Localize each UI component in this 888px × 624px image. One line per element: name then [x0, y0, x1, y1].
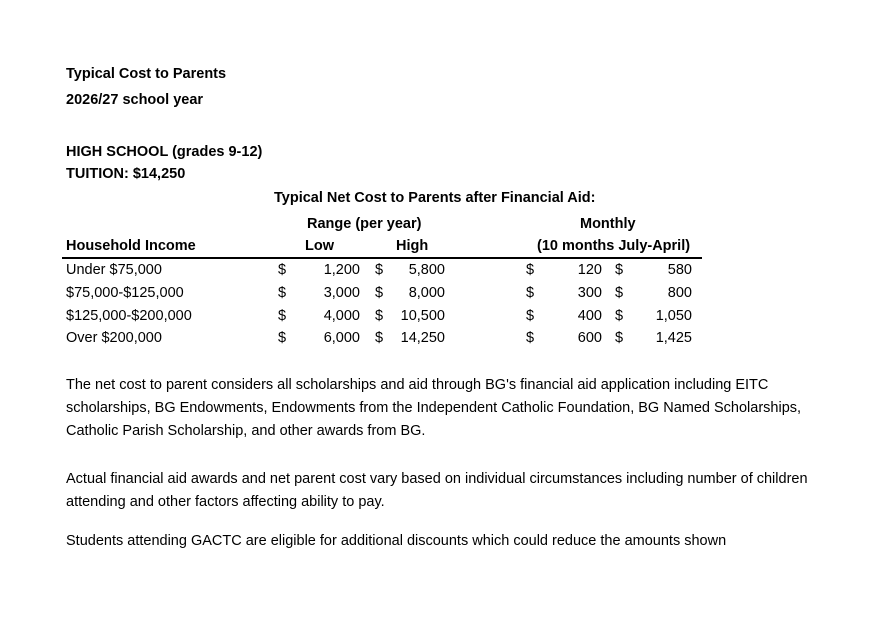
monthly-high-cell: 1,425: [655, 330, 692, 346]
income-cell: $75,000-$125,000: [66, 285, 184, 301]
monthly-header: Monthly: [580, 216, 636, 232]
monthly-low-cell: 300: [577, 285, 602, 301]
monthly-high-cell: 580: [667, 262, 692, 278]
high-cell: 14,250: [400, 330, 445, 346]
high-header: High: [396, 238, 429, 254]
section-heading: HIGH SCHOOL (grades 9-12): [66, 144, 263, 160]
school-year: 2026/27 school year: [66, 92, 204, 108]
income-cell: Over $200,000: [66, 330, 162, 346]
low-cell: 4,000: [323, 308, 360, 324]
low-cell: 1,200: [323, 262, 360, 278]
monthly-low-cell: 120: [577, 262, 602, 278]
currency-symbol: $: [278, 285, 287, 301]
currency-symbol: $: [375, 285, 384, 301]
low-header: Low: [305, 238, 334, 254]
doc-title: Typical Cost to Parents: [66, 66, 227, 82]
currency-symbol: $: [526, 262, 535, 278]
currency-symbol: $: [375, 308, 384, 324]
household-income-header: Household Income: [66, 238, 196, 254]
monthly-high-cell: 800: [667, 285, 692, 301]
range-header: Range (per year): [307, 216, 422, 232]
currency-symbol: $: [526, 330, 535, 346]
currency-symbol: $: [375, 262, 384, 278]
currency-symbol: $: [526, 285, 535, 301]
currency-symbol: $: [615, 308, 624, 324]
currency-symbol: $: [615, 262, 624, 278]
currency-symbol: $: [526, 308, 535, 324]
header-rule: [62, 257, 702, 259]
tuition-amount: TUITION: $14,250: [66, 166, 186, 182]
low-cell: 6,000: [323, 330, 360, 346]
currency-symbol: $: [278, 308, 287, 324]
currency-symbol: $: [278, 330, 287, 346]
high-cell: 10,500: [400, 308, 445, 324]
low-cell: 3,000: [323, 285, 360, 301]
currency-symbol: $: [615, 330, 624, 346]
monthly-high-cell: 1,050: [655, 308, 692, 324]
currency-symbol: $: [278, 262, 287, 278]
actual-awards-note: Actual financial aid awards and net parent cost vary based on individual circumstances including number of children attending and other factors affecting ability to pay.: [66, 471, 808, 510]
income-cell: Under $75,000: [66, 262, 162, 278]
income-cell: $125,000-$200,000: [66, 308, 192, 324]
months-header: (10 months July-April): [537, 238, 691, 254]
table-caption: Typical Net Cost to Parents after Financial Aid:: [274, 190, 596, 206]
net-cost-note: The net cost to parent considers all scholarships and aid through BG's financial aid application including EITC scholarships, BG Endowments, Endowments from the Independent Catholic Foundation, BG Named Scholarships, Catholic Parish Scholarship, and other awards from BG.: [66, 377, 802, 439]
monthly-low-cell: 600: [577, 330, 602, 346]
currency-symbol: $: [615, 285, 624, 301]
gactc-note: Students attending GACTC are eligible for additional discounts which could reduce the amounts shown: [66, 533, 727, 549]
high-cell: 5,800: [408, 262, 445, 278]
monthly-low-cell: 400: [577, 308, 602, 324]
high-cell: 8,000: [408, 285, 445, 301]
currency-symbol: $: [375, 330, 384, 346]
